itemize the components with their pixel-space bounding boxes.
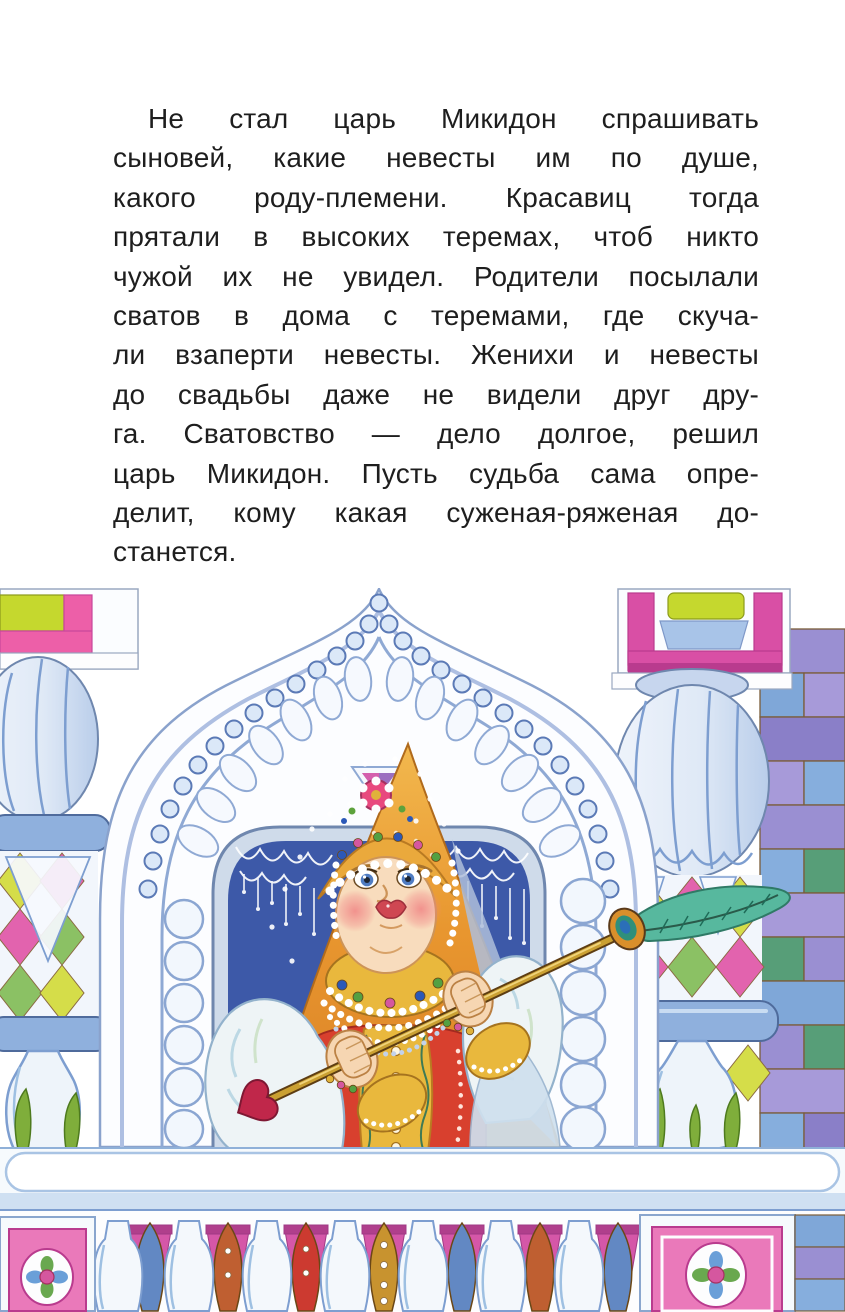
story-line-8: до свадьбы даже не видели друг дру-	[113, 378, 759, 410]
cheek-right	[400, 888, 442, 930]
column-shelf	[0, 815, 110, 851]
rosette-panel-left	[0, 1217, 95, 1311]
story-line-2: сыновей, какие невесты им по душе,	[113, 142, 759, 174]
story-line-6: сватов в дома с теремами, где скуча-	[113, 300, 759, 332]
story-line-1: Не стал царь Микидон спрашивать	[148, 103, 759, 134]
balcony-rail	[0, 1147, 845, 1211]
story-line-4: прятали в высоких теремах, чтоб никто	[113, 221, 759, 253]
brick-base-right	[795, 1215, 845, 1311]
cheek-left	[334, 890, 376, 932]
story-line-10: царь Микидон. Пусть судьба сама опре-	[113, 457, 759, 489]
brick-wall	[760, 629, 845, 1219]
column-diamonds	[0, 851, 98, 1021]
story-line-12: станется.	[113, 536, 237, 568]
story-line-11: делит, кому какая суженая-ряженая до-	[113, 497, 759, 529]
story-text	[113, 99, 759, 572]
story-line-7: ли взаперти невесты. Женихи и невесты	[113, 339, 759, 371]
story-line-5: чужой их не увидел. Родители посылали	[113, 260, 759, 292]
terem-illustration	[0, 588, 845, 1312]
story-line-9: га. Сватовство — дело долгое, решил	[113, 418, 759, 450]
story-line-3: какого роду-племени. Красавиц тогда	[113, 181, 759, 213]
cornice-panel-left	[0, 589, 138, 669]
rosette-panel-right	[640, 1215, 795, 1311]
